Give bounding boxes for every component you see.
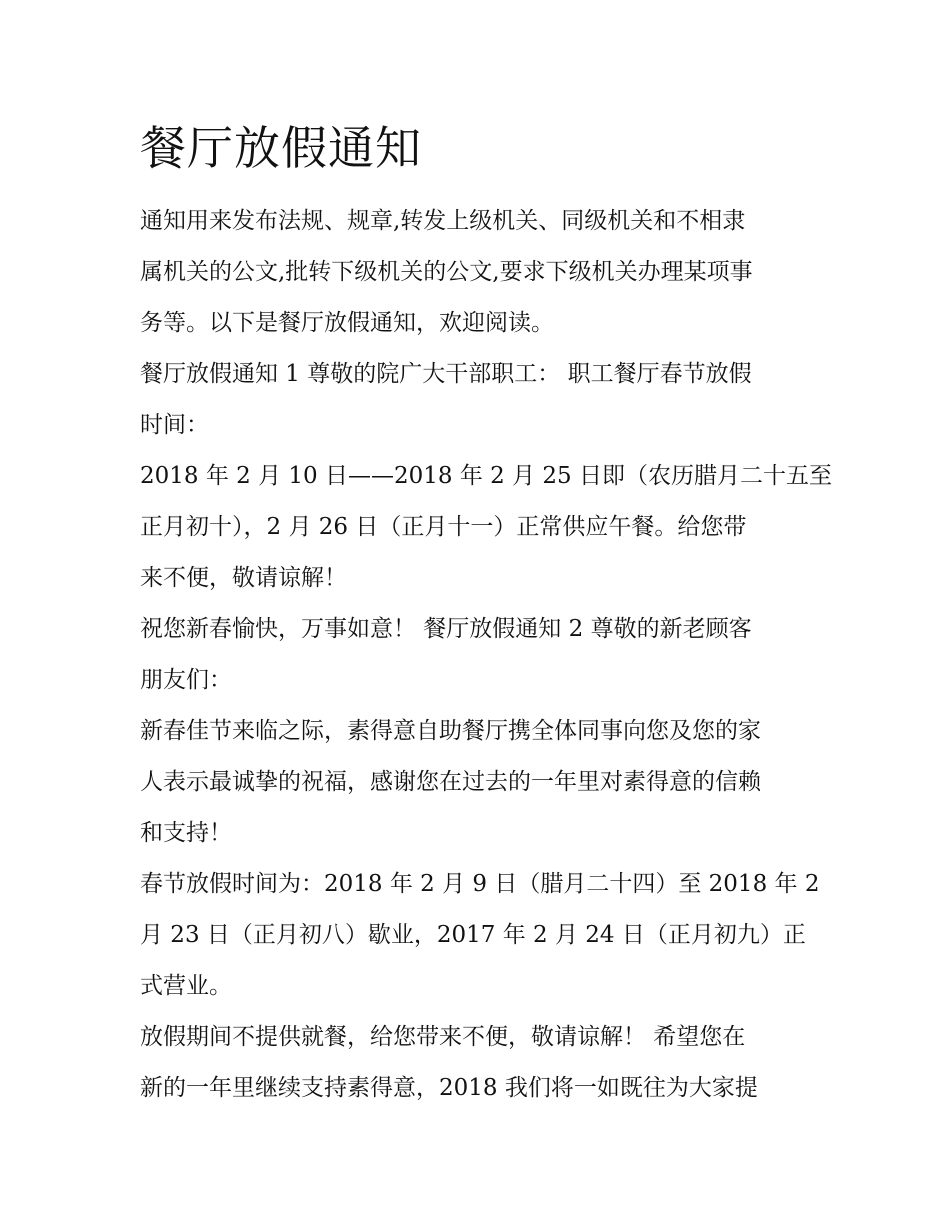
body-line: 务等。以下是餐厅放假通知，欢迎阅读。: [140, 310, 554, 336]
body-line: 新的一年里继续支持素得意，2018 我们将一如既往为大家提: [140, 1075, 758, 1101]
body-line: 朋友们：: [140, 667, 232, 693]
body-line: 通知用来发布法规、规章,转发上级机关、同级机关和不相隶: [140, 208, 746, 234]
body-line: 新春佳节来临之际，素得意自助餐厅携全体同事向您及您的家: [140, 718, 761, 744]
body-line: 餐厅放假通知 1 尊敬的院广大干部职工： 职工餐厅春节放假: [140, 361, 752, 387]
body-line: 放假期间不提供就餐，给您带来不便，敬请谅解！ 希望您在: [140, 1024, 746, 1050]
body-line: 人表示最诚挚的祝福，感谢您在过去的一年里对素得意的信赖: [140, 769, 761, 795]
body-line: 式营业。: [140, 973, 232, 999]
document-title: 餐厅放假通知: [140, 121, 422, 175]
body-line: 祝您新春愉快，万事如意！ 餐厅放假通知 2 尊敬的新老顾客: [140, 616, 752, 642]
body-line: 月 23 日（正月初八）歇业，2017 年 2 月 24 日（正月初九）正: [140, 922, 806, 948]
body-line: 春节放假时间为：2018 年 2 月 9 日（腊月二十四）至 2018 年 2: [140, 871, 820, 897]
body-line: 和支持！: [140, 820, 232, 846]
body-line: 属机关的公文,批转下级机关的公文,要求下级机关办理某项事: [140, 259, 753, 285]
body-line: 来不便，敬请谅解！: [140, 565, 347, 591]
body-line: 正月初十），2 月 26 日（正月十一）正常供应午餐。给您带: [140, 514, 747, 540]
body-line: 时间：: [140, 412, 209, 438]
body-line: 2018 年 2 月 10 日——2018 年 2 月 25 日即（农历腊月二十五至: [140, 463, 832, 489]
